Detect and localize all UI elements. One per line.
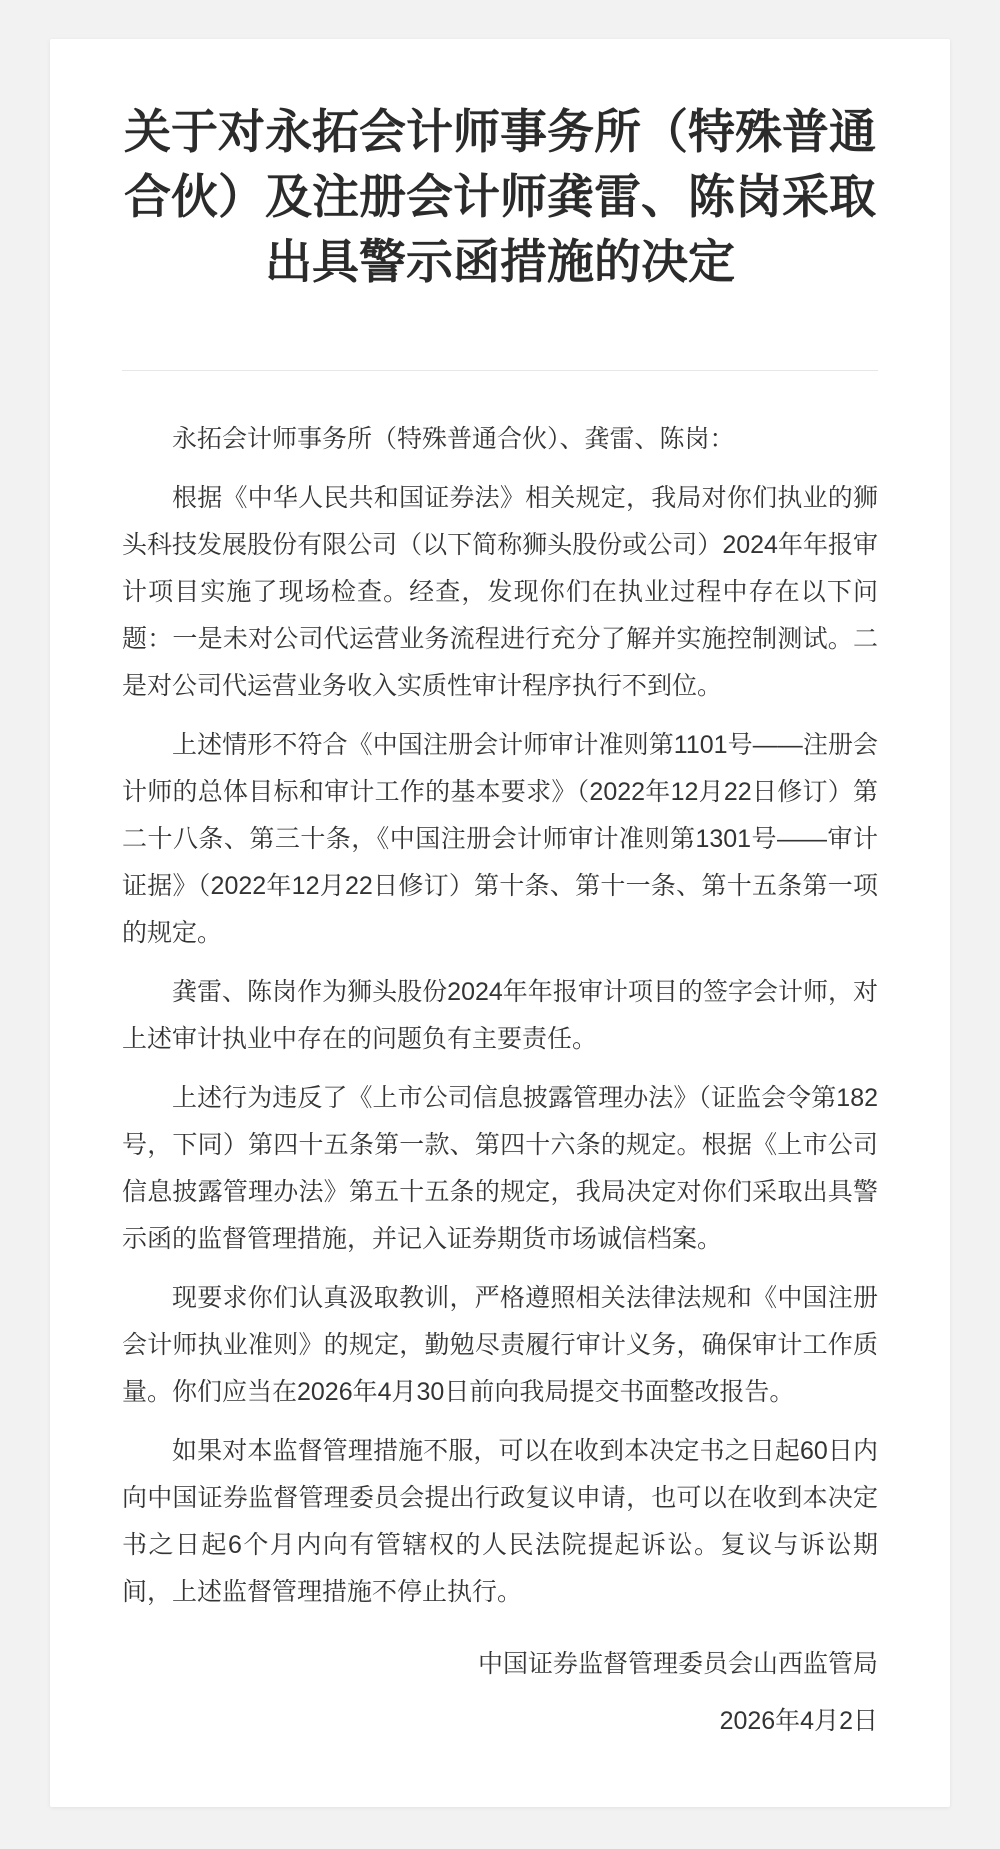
issuer-name: 中国证券监督管理委员会山西监管局: [477, 1650, 878, 1678]
document-card: [50, 39, 950, 1807]
body-paragraph: 根据《中华人民共和国证券法》相关规定，我局对你们执业的狮头科技发展股份有限公司（以下简称狮头股份或公司）2024年年报审计项目实施了现场检查。经查，发现你们在执业过程中存在以下问题：一是未对公司代运营业务流程进行充分了解并实施控制测试。二是对公司代运营业务收入实质性审计程序执行不到位。: [122, 484, 878, 700]
salutation: 永拓会计师事务所（特殊普通合伙）、龚雷、陈岗：: [172, 425, 735, 453]
issue-date: 2026年4月2日: [719, 1707, 878, 1735]
body-paragraph: 龚雷、陈岗作为狮头股份2024年年报审计项目的签字会计师，对上述审计执业中存在的问题负有主要责任。: [122, 978, 878, 1053]
body-paragraph: 如果对本监督管理措施不服，可以在收到本决定书之日起60日内向中国证券监督管理委员会提出行政复议申请，也可以在收到本决定书之日起6个月内向有管辖权的人民法院提起诉讼。复议与诉讼期间，上述监督管理措施不停止执行。: [122, 1437, 878, 1606]
body-paragraph: 上述行为违反了《上市公司信息披露管理办法》（证监会令第182号，下同）第四十五条第一款、第四十六条的规定。根据《上市公司信息披露管理办法》第五十五条的规定，我局决定对你们采取出具警示函的监督管理措施，并记入证券期货市场诚信档案。: [122, 1084, 878, 1253]
document-body: [122, 475, 878, 1616]
title-divider: [122, 370, 878, 371]
body-paragraph: 现要求你们认真汲取教训，严格遵照相关法律法规和《中国注册会计师执业准则》的规定，勤勉尽责履行审计义务，确保审计工作质量。你们应当在2026年4月30日前向我局提交书面整改报告。: [122, 1284, 878, 1406]
body-paragraph: 上述情形不符合《中国注册会计师审计准则第1101号——注册会计师的总体目标和审计工作的基本要求》（2022年12月22日修订）第二十八条、第三十条，《中国注册会计师审计准则第1301号——审计证据》（2022年12月22日修订）第十条、第十一条、第十五条第一项的规定。: [122, 731, 878, 947]
document-title: 关于对永拓会计师事务所（特殊普通合伙）及注册会计师龚雷、陈岗采取出具警示函措施的决定: [124, 105, 876, 288]
